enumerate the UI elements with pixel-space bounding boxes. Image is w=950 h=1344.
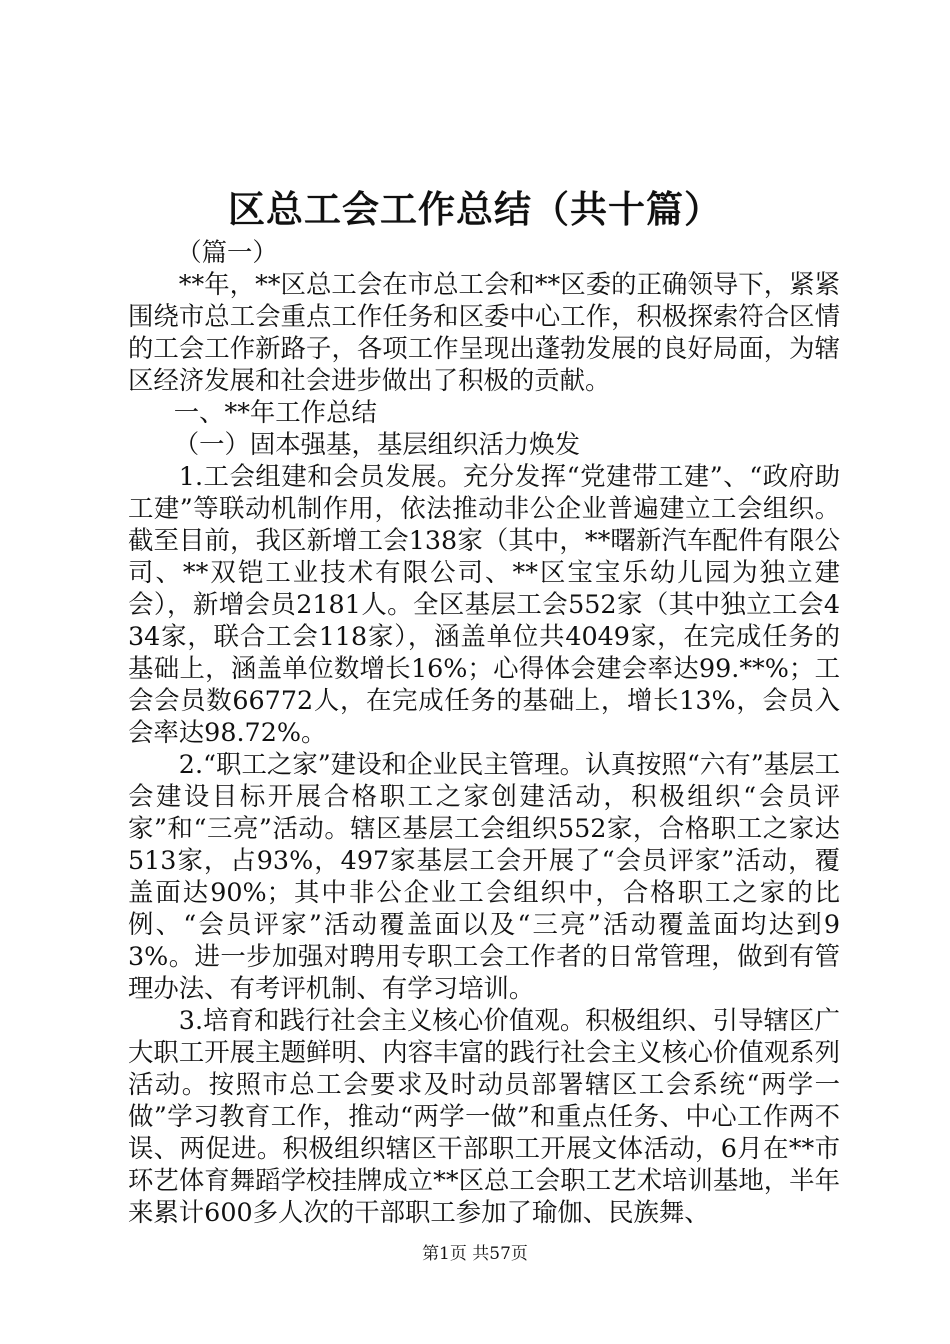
section-label: （篇一） xyxy=(176,237,278,267)
subsection-heading: （一）固本强基，基层组织活力焕发 xyxy=(173,429,580,459)
body-paragraph-3: 3.培育和践行社会主义核心价值观。积极组织、引导辖区广大职工开展主题鲜明、内容丰富的践行社会主义核心价值观系列活动。按照市总工会要求及时动员部署辖区工会系统“两学一做”学习教育工作，推动“两学一做”和重点任务、中心工作两不误、两促进。积极组织辖区干部职工开展文体活动，6月在**市环艺体育舞蹈学校挂牌成立**区总工会职工艺术培训基地，半年来累计600多人次的干部职工参加了瑜伽、民族舞、 xyxy=(128,1005,840,1227)
body-paragraph-2: 2.“职工之家”建设和企业民主管理。认真按照“六有”基层工会建设目标开展合格职工之家创建活动，积极组织“会员评家”和“三亮”活动。辖区基层工会组织552家，合格职工之家达513家，占93%，497家基层工会开展了“会员评家”活动，覆盖面达90%；其中非公企业工会组织中，合格职工之家的比例、“会员评家”活动覆盖面以及“三亮”活动覆盖面均达到93%。进一步加强对聘用专职工会工作者的日常管理，做到有管理办法、有考评机制、有学习培训。 xyxy=(128,749,840,1003)
document-body xyxy=(128,236,840,1228)
body-paragraph-1: 1.工会组建和会员发展。充分发挥“党建带工建”、“政府助工建”等联动机制作用，依法推动非公企业普遍建立工会组织。截至目前，我区新增工会138家（其中，**曙新汽车配件有限公司、**双铠工业技术有限公司、**区宝宝乐幼儿园为独立建会），新增会员2181人。全区基层工会552家（其中独立工会434家，联合工会118家），涵盖单位共4049家，在完成任务的基础上，涵盖单位数增长16%；心得体会建会率达99.**%；工会会员数66772人，在完成任务的基础上，增长13%，会员入会率达98.72%。 xyxy=(128,461,840,747)
document-title: 区总工会工作总结（共十篇） xyxy=(228,187,722,231)
section-heading: 一、**年工作总结 xyxy=(173,397,377,427)
intro-paragraph: **年，**区总工会在市总工会和**区委的正确领导下，紧紧围绕市总工会重点工作任务和区委中心工作，积极探索符合区情的工会工作新路子，各项工作呈现出蓬勃发展的良好局面，为辖区经济发展和社会进步做出了积极的贡献。 xyxy=(128,269,840,395)
page-number-footer: 第1页 共57页 xyxy=(422,1244,528,1264)
